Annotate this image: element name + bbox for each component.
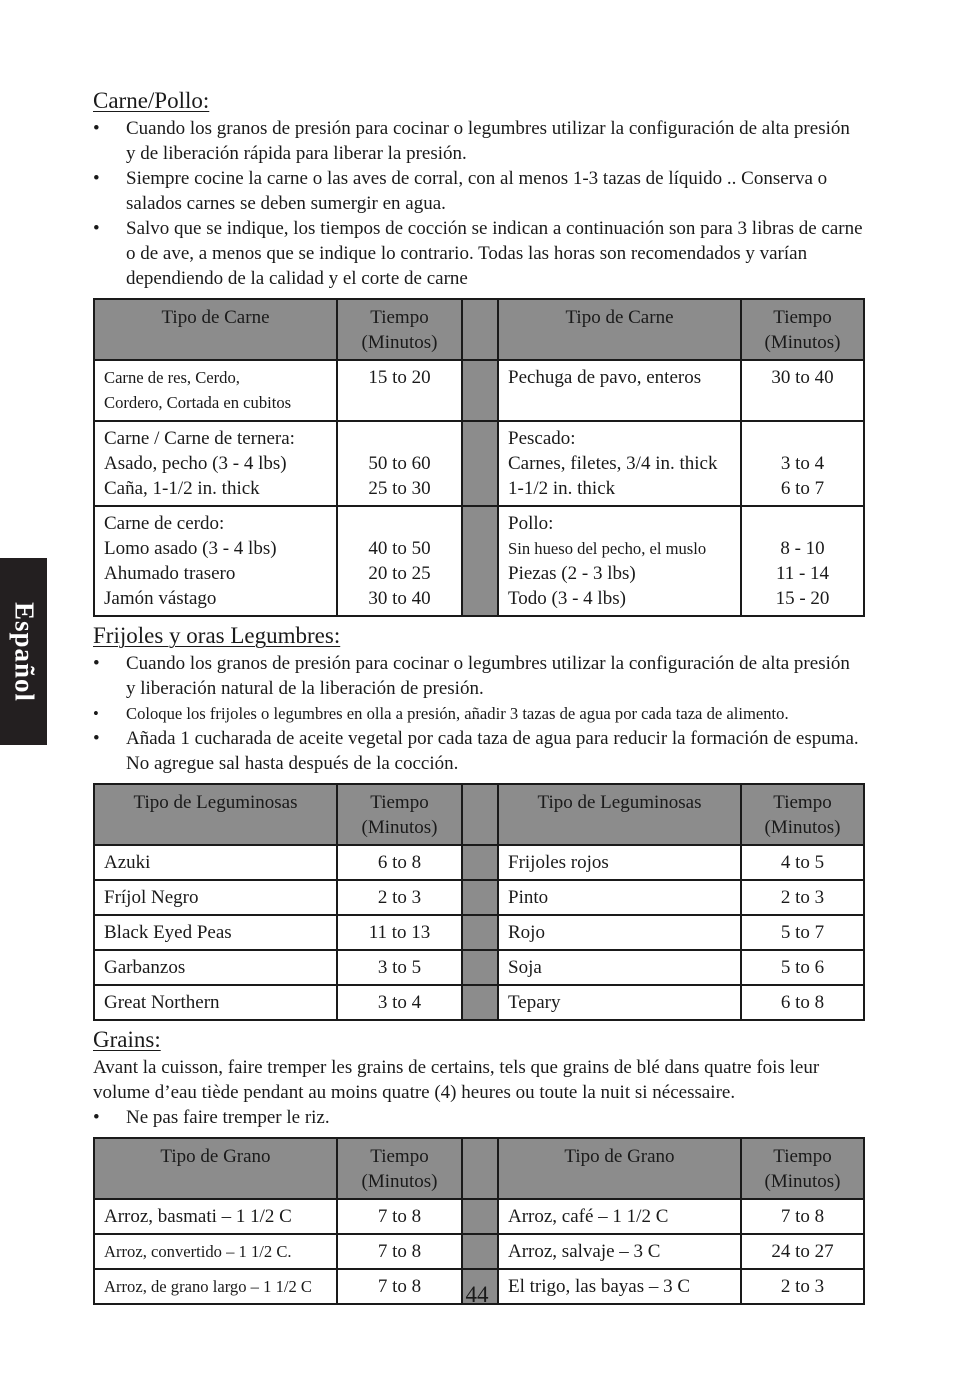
time-cell: 4 to 5	[741, 845, 864, 880]
table-row	[94, 1199, 864, 1234]
grains-bullets	[93, 1105, 863, 1130]
column-header-time: Tiempo (Minutos)	[337, 1138, 462, 1199]
column-divider	[462, 950, 498, 985]
table-header-row	[94, 1138, 864, 1199]
table-row	[94, 985, 864, 1020]
legume-name-cell: Pinto	[498, 880, 741, 915]
time-cell: 11 to 13	[337, 915, 462, 950]
beans-bullets	[93, 651, 863, 776]
column-header-time: Tiempo (Minutos)	[741, 299, 864, 360]
legume-name-cell: Soja	[498, 950, 741, 985]
column-header-time: Tiempo (Minutos)	[741, 1138, 864, 1199]
time-cell: 24 to 27	[741, 1234, 864, 1269]
column-divider	[462, 1138, 498, 1199]
table-header-row	[94, 784, 864, 845]
column-divider	[462, 421, 498, 506]
time-cell: 40 to 50 20 to 25 30 to 40	[337, 506, 462, 616]
meat-cut-cell: Pescado: Carnes, filetes, 3/4 in. thick 1-1/2 in. thick	[498, 421, 741, 506]
meat-bullets	[93, 116, 863, 291]
table-row	[94, 360, 864, 421]
time-cell: 3 to 5	[337, 950, 462, 985]
list-item: • Cuando los granos de presión para cocinar o legumbres utilizar la configuración de alta presión y de liberación rápida para liberar la presión.	[93, 116, 863, 166]
grain-name-cell: Arroz, café – 1 1/2 C	[498, 1199, 741, 1234]
meat-cut-cell: Carne / Carne de ternera: Asado, pecho (3 - 4 lbs) Caña, 1-1/2 in. thick	[94, 421, 337, 506]
list-item: • Ne pas faire tremper le riz.	[93, 1105, 863, 1130]
column-header-time: Tiempo (Minutos)	[337, 784, 462, 845]
beans-table	[93, 783, 865, 1021]
column-divider	[462, 299, 498, 360]
column-divider	[462, 506, 498, 616]
time-cell: 2 to 3	[337, 880, 462, 915]
grain-name-cell: Arroz, basmati – 1 1/2 C	[94, 1199, 337, 1234]
table-row	[94, 506, 864, 616]
column-header-type: Tipo de Grano	[498, 1138, 741, 1199]
grains-heading: Grains:	[93, 1027, 161, 1052]
meat-table	[93, 298, 865, 617]
legume-name-cell: Tepary	[498, 985, 741, 1020]
grains-paragraph: Avant la cuisson, faire tremper les grains de certains, tels que grains de blé dans quatre fois leur volume d’eau tiède pendant au moins quatre (4) heures ou toute la nuit si nécessaire.	[93, 1057, 820, 1103]
time-cell: 7 to 8	[337, 1199, 462, 1234]
column-divider	[462, 915, 498, 950]
list-item: • Siempre cocine la carne o las aves de corral, con al menos 1-3 tazas de líquido .. Conserva o salados carnes se deben sumergir en agua.	[93, 166, 863, 216]
column-header-time: Tiempo (Minutos)	[337, 299, 462, 360]
table-row	[94, 1234, 864, 1269]
list-item: • Salvo que se indique, los tiempos de cocción se indican a continuación son para 3 libras de carne o de ave, a menos que se indique lo contrario. Todas las horas son recomendados y varían dependiendo de la calidad y el corte de carne	[93, 216, 863, 291]
time-cell: 5 to 7	[741, 915, 864, 950]
meat-cut-cell: Pollo: Sin hueso del pecho, el muslo Piezas (2 - 3 lbs) Todo (3 - 4 lbs)	[498, 506, 741, 616]
beans-heading: Frijoles y oras Legumbres:	[93, 623, 341, 648]
column-header-time: Tiempo (Minutos)	[741, 784, 864, 845]
legume-name-cell: Great Northern	[94, 985, 337, 1020]
table-header-row	[94, 299, 864, 360]
time-cell: 30 to 40	[741, 360, 864, 421]
time-cell: 3 to 4 6 to 7	[741, 421, 864, 506]
column-divider	[462, 360, 498, 421]
table-row	[94, 421, 864, 506]
grain-name-cell: El trigo, las bayas – 3 C	[498, 1269, 741, 1304]
column-divider	[462, 1199, 498, 1234]
legume-name-cell: Azuki	[94, 845, 337, 880]
meat-heading: Carne/Pollo:	[93, 88, 210, 113]
time-cell: 7 to 8	[337, 1269, 462, 1304]
language-tab	[0, 558, 47, 745]
list-item: • Cuando los granos de presión para cocinar o legumbres utilizar la configuración de alta presión y liberación natural de la liberación de presión.	[93, 651, 863, 701]
time-cell: 8 - 10 11 - 14 15 - 20	[741, 506, 864, 616]
page-content	[93, 86, 863, 1305]
legume-name-cell: Fríjol Negro	[94, 880, 337, 915]
legume-name-cell: Rojo	[498, 915, 741, 950]
legume-name-cell: Frijoles rojos	[498, 845, 741, 880]
column-divider	[462, 1234, 498, 1269]
time-cell: 6 to 8	[337, 845, 462, 880]
column-header-type: Tipo de Grano	[94, 1138, 337, 1199]
column-divider	[462, 845, 498, 880]
language-tab-label: Español	[9, 601, 39, 702]
time-cell: 7 to 8	[337, 1234, 462, 1269]
time-cell: 7 to 8	[741, 1199, 864, 1234]
column-header-type: Tipo de Leguminosas	[94, 784, 337, 845]
column-header-type: Tipo de Leguminosas	[498, 784, 741, 845]
table-row	[94, 880, 864, 915]
time-cell: 2 to 3	[741, 1269, 864, 1304]
time-cell: 2 to 3	[741, 880, 864, 915]
table-row	[94, 915, 864, 950]
time-cell: 6 to 8	[741, 985, 864, 1020]
column-header-type: Tipo de Carne	[94, 299, 337, 360]
meat-cut-cell: Carne de res, Cerdo, Cordero, Cortada en cubitos	[94, 360, 337, 421]
time-cell: 5 to 6	[741, 950, 864, 985]
table-row	[94, 845, 864, 880]
list-item: • Coloque los frijoles o legumbres en olla a presión, añadir 3 tazas de agua por cada taza de alimento.	[93, 701, 863, 726]
time-cell: 15 to 20	[337, 360, 462, 421]
column-divider	[462, 880, 498, 915]
legume-name-cell: Garbanzos	[94, 950, 337, 985]
grain-name-cell: Arroz, de grano largo – 1 1/2 C	[94, 1269, 337, 1304]
column-divider	[462, 985, 498, 1020]
column-divider	[462, 784, 498, 845]
list-item: • Añada 1 cucharada de aceite vegetal por cada taza de agua para reducir la formación de espuma. No agregue sal hasta después de la cocción.	[93, 726, 863, 776]
time-cell: 3 to 4	[337, 985, 462, 1020]
grain-name-cell: Arroz, salvaje – 3 C	[498, 1234, 741, 1269]
legume-name-cell: Black Eyed Peas	[94, 915, 337, 950]
grain-name-cell: Arroz, convertido – 1 1/2 C.	[94, 1234, 337, 1269]
page-number: 44	[465, 1282, 489, 1307]
column-header-type: Tipo de Carne	[498, 299, 741, 360]
time-cell: 50 to 60 25 to 30	[337, 421, 462, 506]
table-row	[94, 950, 864, 985]
meat-cut-cell: Pechuga de pavo, enteros	[498, 360, 741, 421]
meat-cut-cell: Carne de cerdo: Lomo asado (3 - 4 lbs) Ahumado trasero Jamón vástago	[94, 506, 337, 616]
